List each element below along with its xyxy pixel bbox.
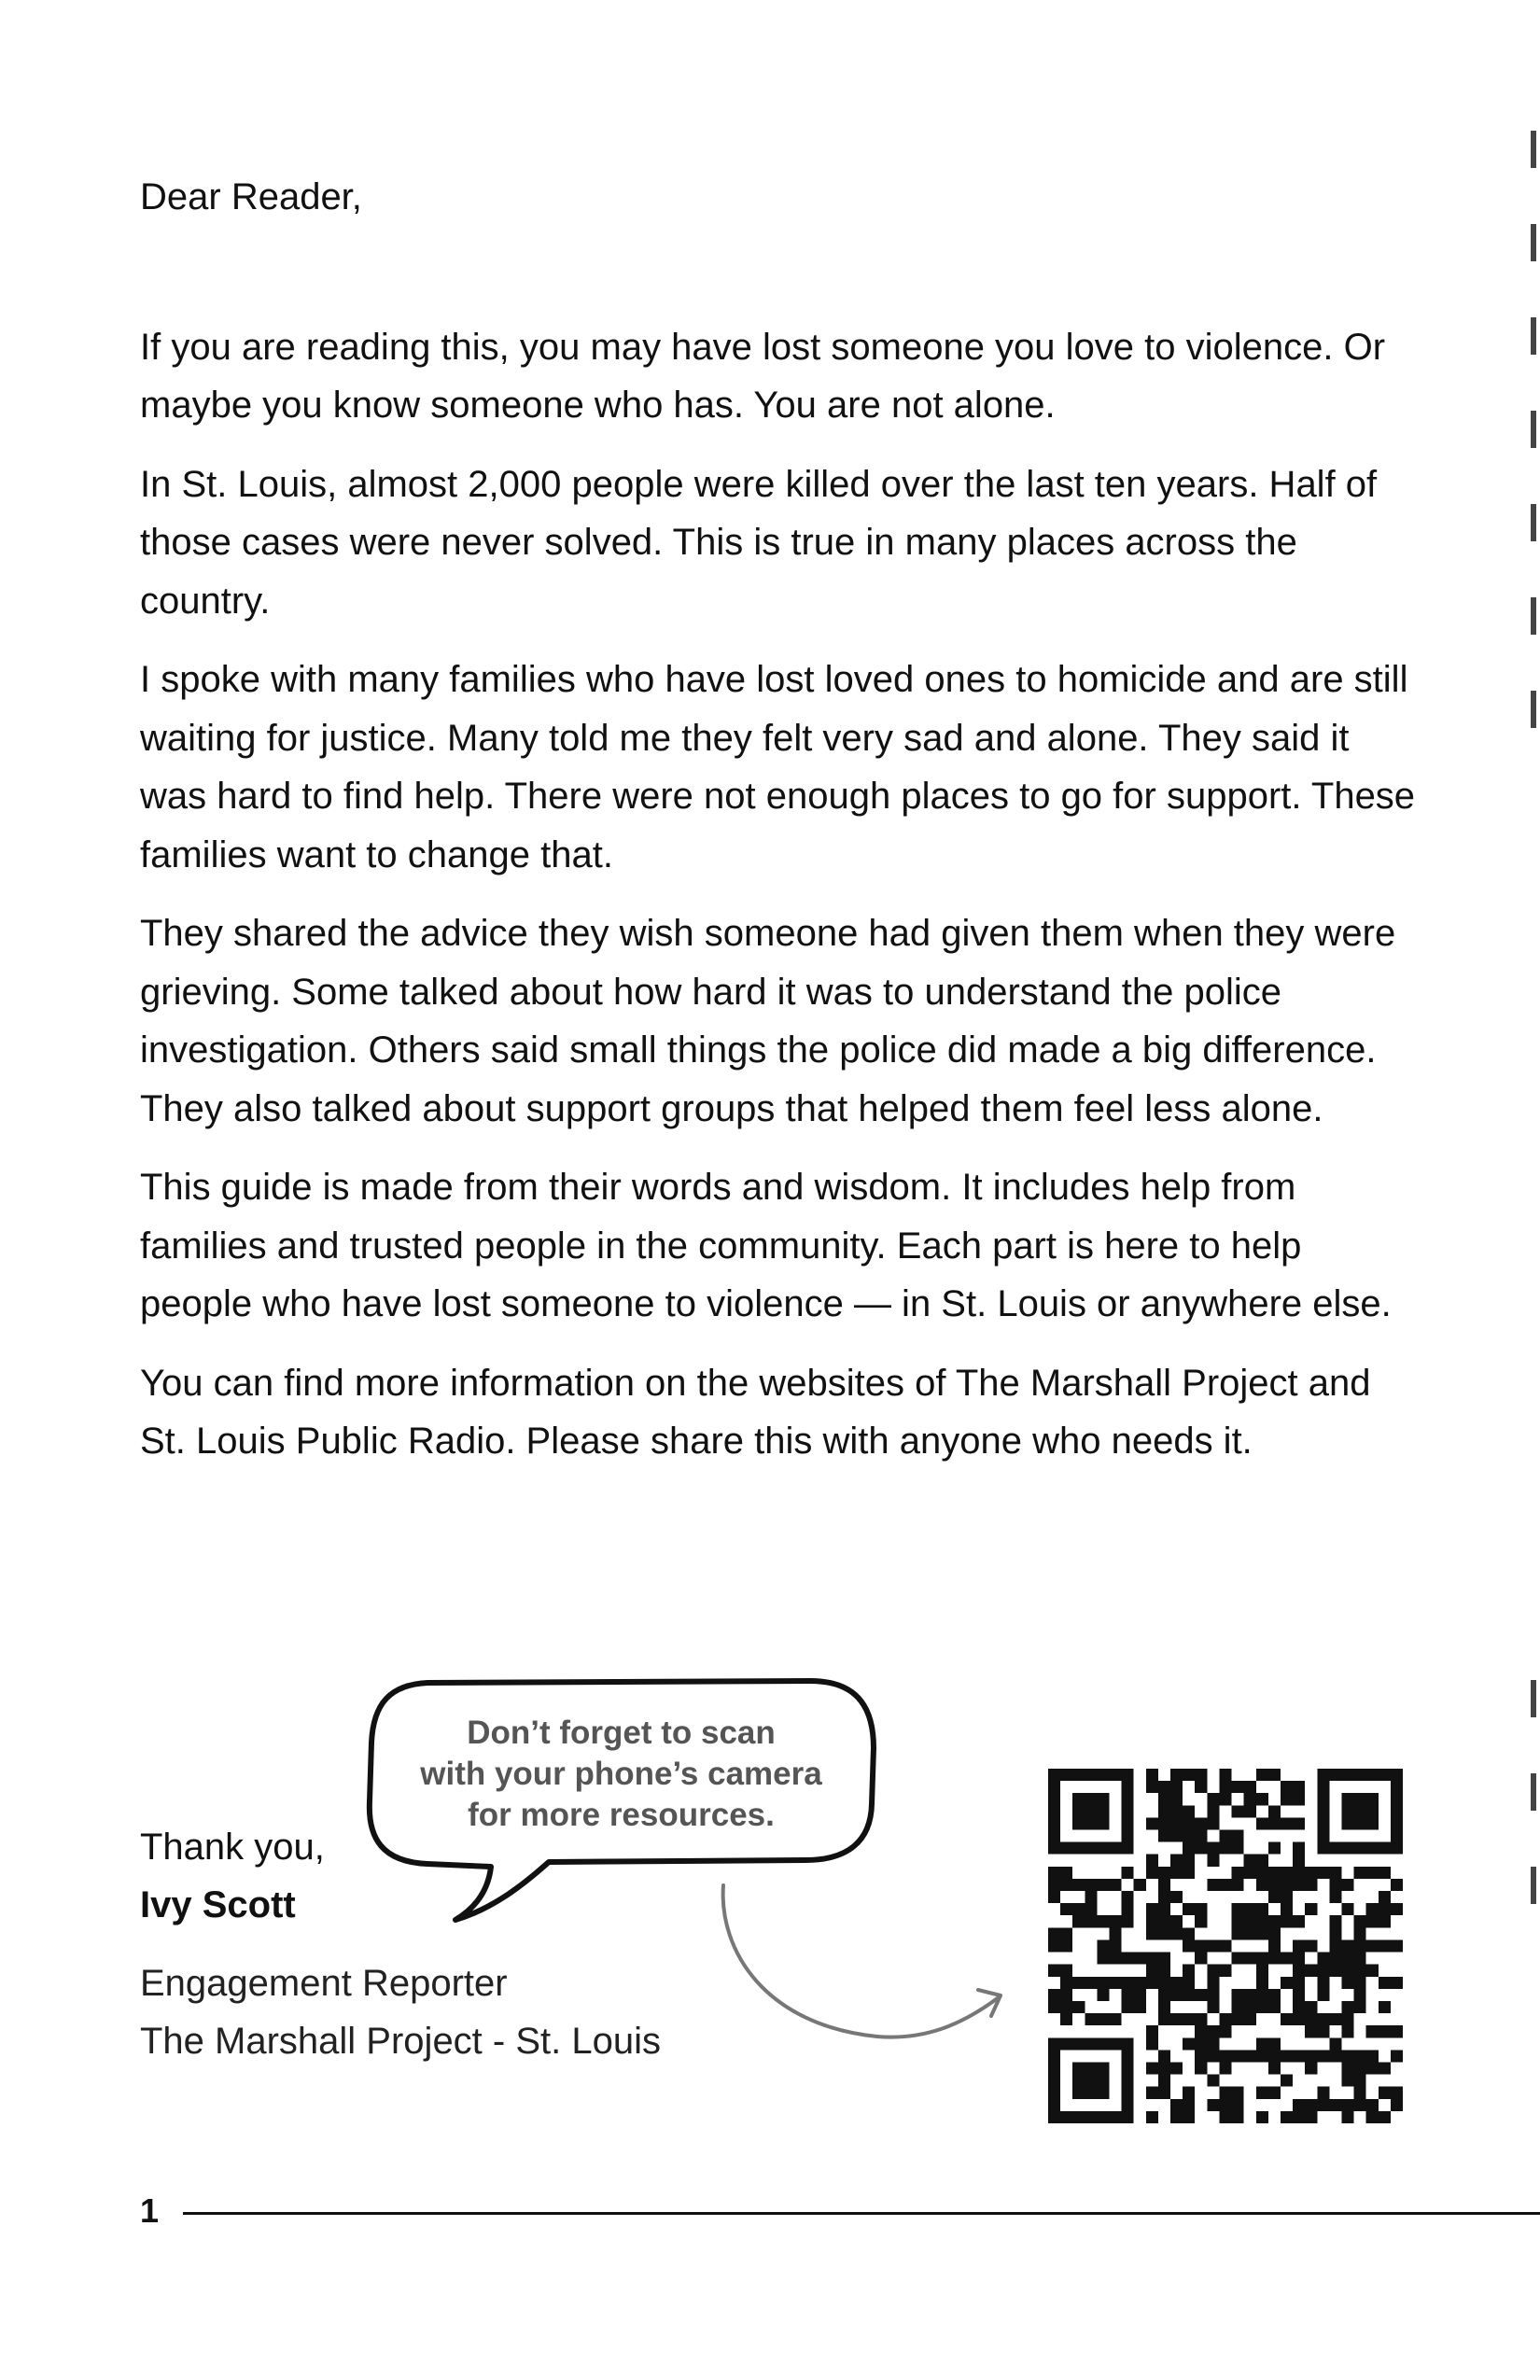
author-title: Engagement Reporter [140, 1963, 508, 2004]
author-role [140, 1954, 661, 2070]
qr-code-icon[interactable] [1048, 1769, 1403, 2123]
paragraph-5: This guide is made from their words and wisdom. It includes help from families and trusted people in the community. Each part is here to help people who have lost someone to violence — in St. Louis or anywhere else. [140, 1167, 1392, 1324]
author-organization: The Marshall Project - St. Louis [140, 2021, 661, 2062]
callout-text: Don’t forget to scan with your phone’s camera for more resources. [420, 1715, 822, 1833]
paragraph-1: If you are reading this, you may have lost someone you love to violence. Or maybe you know someone who has. You are not alone. [140, 326, 1386, 426]
signoff [140, 1818, 325, 1934]
curved-arrow-icon [709, 1876, 1017, 2063]
letter-body [140, 168, 1419, 1491]
salutation: Dear Reader, [140, 176, 362, 217]
page-number: 1 [140, 2191, 160, 2230]
footer-divider [183, 2212, 1540, 2215]
author-name: Ivy Scott [140, 1884, 296, 1925]
paragraph-4: They shared the advice they wish someone had given them when they were grieving. Some talked about how hard it was to understand the police investigation. Others said small things the police did made a big difference. They also talked about support groups that helped them feel less alone. [140, 913, 1396, 1129]
paragraph-6: You can find more information on the websites of The Marshall Project and St. Louis Public Radio. Please share this with anyone who needs it. [140, 1362, 1371, 1462]
page-edge-marks [1531, 131, 1540, 1904]
closing: Thank you, [140, 1827, 325, 1868]
paragraph-2: In St. Louis, almost 2,000 people were killed over the last ten years. Half of those cases were never solved. This is true in many places across the country. [140, 463, 1378, 622]
paragraph-3: I spoke with many families who have lost loved ones to homicide and are still waiting for justice. Many told me they felt very sad and alone. They said it was hard to find help. There were not enough places to go for support. These families want to change that. [140, 659, 1416, 875]
